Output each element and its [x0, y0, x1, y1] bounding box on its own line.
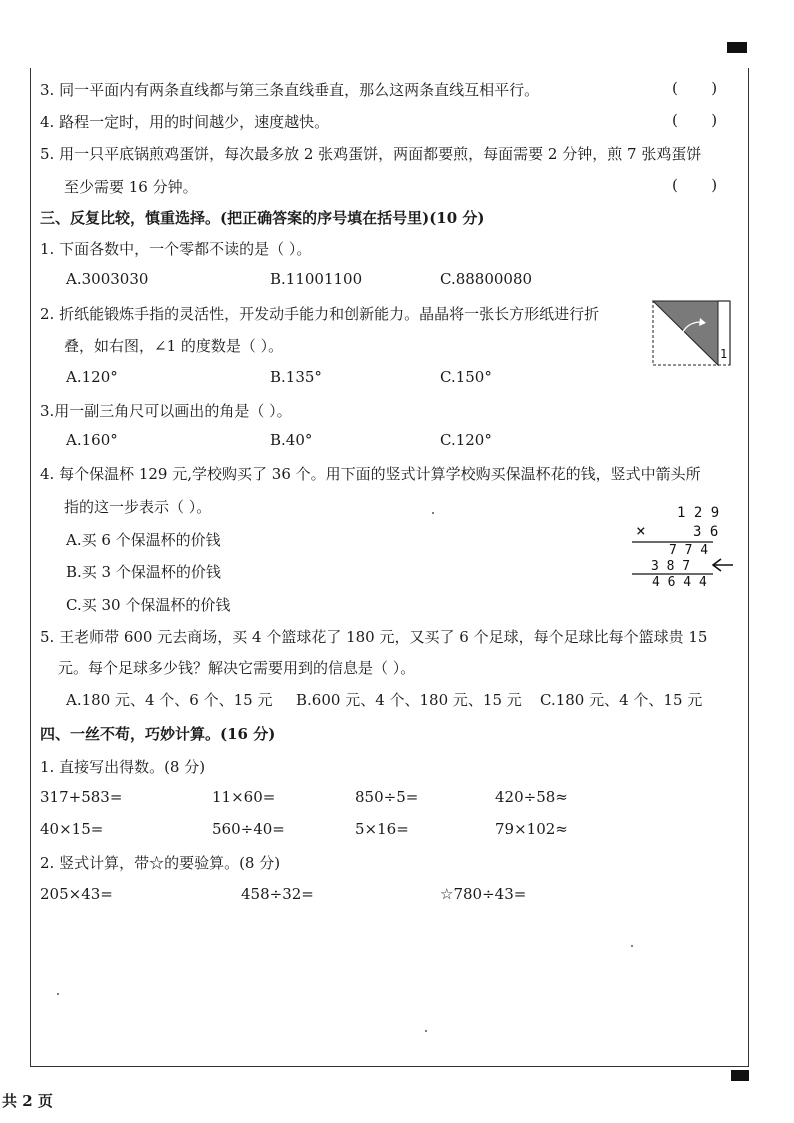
s3-q4-line2: 指的这一步表示（ ）。 — [64, 498, 212, 516]
s3-q1: 1. 下面各数中，一个零都不读的是（ ）。 — [40, 240, 312, 258]
scan-speck — [425, 1030, 427, 1032]
s3-q5-option-a[interactable]: A.180 元、4 个、6 个、15 元 — [66, 691, 273, 709]
calc-times-sign: × — [636, 521, 646, 540]
written-calc-item[interactable]: 458÷32= — [241, 885, 314, 903]
s3-q4-option-a[interactable]: A.买 6 个保温杯的价钱 — [66, 531, 221, 549]
s3-q1-option-a[interactable]: A.3003030 — [66, 270, 149, 288]
s3-q4-option-b[interactable]: B.买 3 个保温杯的价钱 — [66, 563, 221, 581]
answer-paren[interactable]: ( ) — [672, 79, 718, 97]
answer-paren[interactable]: ( ) — [672, 111, 718, 129]
calc-result: 4 6 4 4 — [652, 575, 707, 590]
angle-1-label: 1 — [720, 347, 728, 361]
oral-calc-item[interactable]: 11×60= — [212, 788, 276, 806]
page-footer: 共 2 页 — [2, 1092, 53, 1110]
scan-speck — [432, 512, 434, 514]
oral-calc-item[interactable]: 420÷58≈ — [495, 788, 568, 806]
calc-multiplicand: 1 2 9 — [677, 505, 720, 521]
written-calc-item[interactable]: 205×43= — [40, 885, 113, 903]
folded-paper-figure — [650, 298, 735, 370]
vertical-multiplication — [628, 502, 738, 590]
s3-q2-option-b[interactable]: B.135° — [270, 368, 322, 386]
oral-calc-item[interactable]: 5×16= — [355, 820, 409, 838]
calc-partial-2: 3 8 7 — [651, 559, 691, 574]
s4-sub2: 2. 竖式计算，带☆的要验算。(8 分) — [40, 854, 281, 872]
s4-sub1: 1. 直接写出得数。(8 分) — [40, 758, 206, 776]
s3-q3-option-c[interactable]: C.120° — [440, 431, 492, 449]
calc-multiplier: 3 6 — [693, 524, 719, 540]
s3-q5-line1: 5. 王老师带 600 元去商场，买 4 个篮球花了 180 元，又买了 6 个足球，每个足球比每个篮球贵 15 — [40, 628, 708, 646]
s3-q2-option-c[interactable]: C.150° — [440, 368, 492, 386]
s3-q2-option-a[interactable]: A.120° — [66, 368, 118, 386]
s3-q4-option-c[interactable]: C.买 30 个保温杯的价钱 — [66, 596, 231, 614]
s3-q3-option-b[interactable]: B.40° — [270, 431, 313, 449]
s3-q5-line2: 元。每个足球多少钱？解决它需要用到的信息是（ ）。 — [58, 659, 416, 677]
s3-q2-line2: 叠，如右图，∠1 的度数是（ ）。 — [64, 337, 284, 355]
scan-speck — [631, 945, 633, 947]
judge-q4: 4. 路程一定时，用的时间越少，速度越快。 — [40, 113, 330, 131]
judge-q5-line2: 至少需要 16 分钟。 — [64, 178, 198, 196]
s3-q3-option-a[interactable]: A.160° — [66, 431, 118, 449]
calc-partial-1: 7 7 4 — [669, 543, 709, 558]
judge-q3: 3. 同一平面内有两条直线都与第三条直线垂直，那么这两条直线互相平行。 — [40, 81, 540, 99]
scan-speck — [57, 993, 59, 995]
oral-calc-item[interactable]: 40×15= — [40, 820, 104, 838]
oral-calc-item[interactable]: 560÷40= — [212, 820, 285, 838]
registration-mark-bottom — [731, 1070, 749, 1081]
oral-calc-item[interactable]: 850÷5= — [355, 788, 419, 806]
s3-q4-line1: 4. 每个保温杯 129 元,学校购买了 36 个。用下面的竖式计算学校购买保温杯花的钱，竖式中箭头所 — [40, 465, 701, 483]
s3-q1-option-b[interactable]: B.11001100 — [270, 270, 363, 288]
section4-heading: 四、一丝不苟，巧妙计算。(16 分) — [40, 725, 276, 743]
folded-flap — [653, 301, 718, 365]
registration-mark-top — [727, 42, 747, 53]
written-calc-item[interactable]: ☆780÷43= — [440, 885, 527, 903]
s3-q5-option-b[interactable]: B.600 元、4 个、180 元、15 元 — [296, 691, 522, 709]
s3-q5-option-c[interactable]: C.180 元、4 个、15 元 — [540, 691, 703, 709]
s3-q3: 3.用一副三角尺可以画出的角是（ ）。 — [40, 402, 292, 420]
section3-heading: 三、反复比较，慎重选择。(把正确答案的序号填在括号里)(10 分) — [40, 209, 485, 227]
oral-calc-item[interactable]: 79×102≈ — [495, 820, 568, 838]
answer-paren[interactable]: ( ) — [672, 176, 718, 194]
s3-q1-option-c[interactable]: C.88800080 — [440, 270, 533, 288]
oral-calc-item[interactable]: 317+583= — [40, 788, 123, 806]
s3-q2-line1: 2. 折纸能锻炼手指的灵活性，开发动手能力和创新能力。晶晶将一张长方形纸进行折 — [40, 305, 600, 323]
judge-q5-line1: 5. 用一只平底锅煎鸡蛋饼，每次最多放 2 张鸡蛋饼，两面都要煎，每面需要 2 分钟，煎 7 张鸡蛋饼 — [40, 145, 702, 163]
